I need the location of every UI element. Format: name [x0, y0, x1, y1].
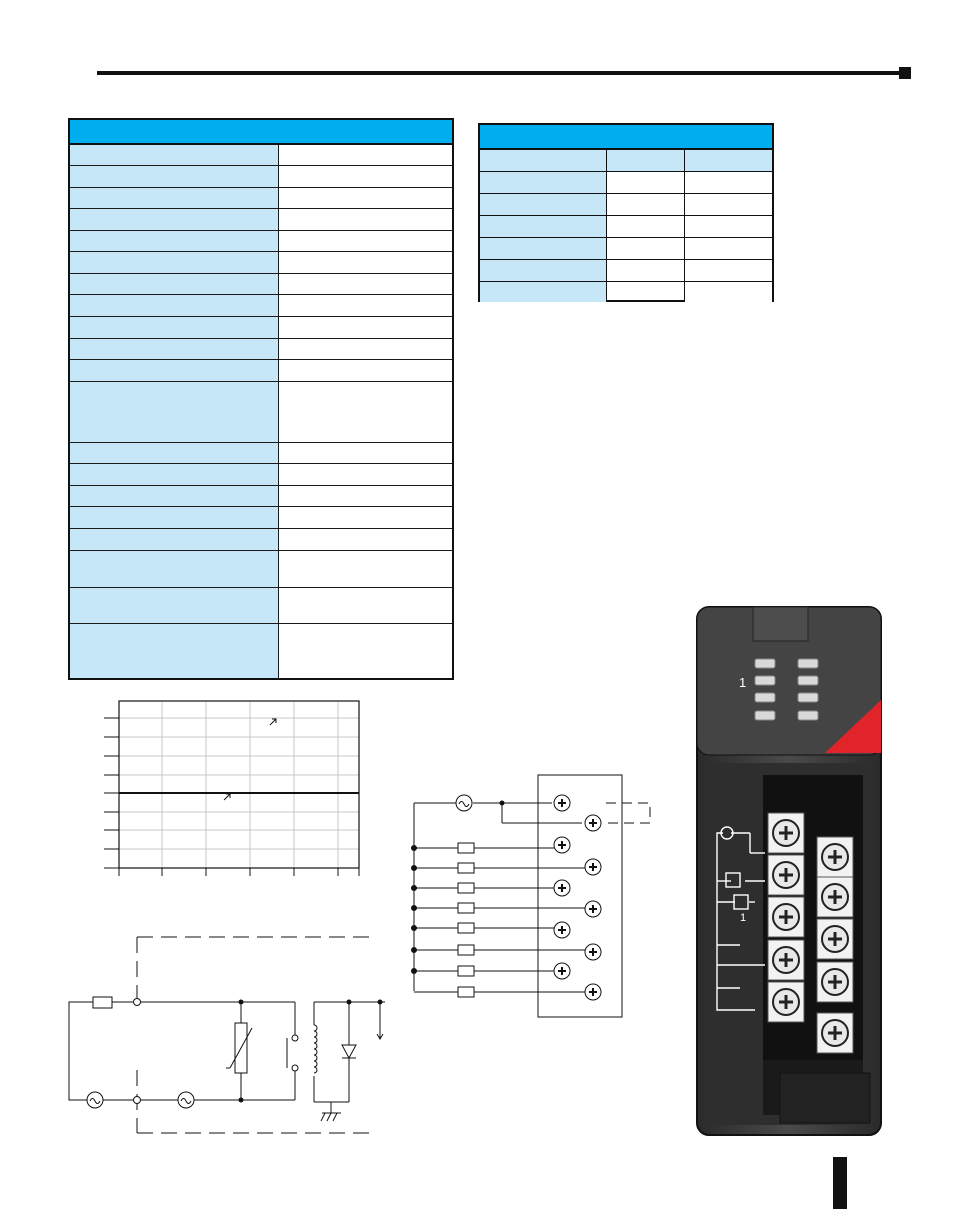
- spec-row: [70, 166, 452, 188]
- page-tab-marker: [833, 1157, 847, 1209]
- varistor-icon: [226, 1023, 252, 1073]
- screw-terminal-icon: [554, 837, 570, 853]
- wiring-row: [480, 216, 772, 238]
- status-label: 1: [739, 675, 747, 690]
- screw-terminal-icon: [585, 859, 601, 875]
- spec-row: [70, 443, 452, 464]
- fuse-icon: [458, 883, 474, 893]
- spec-row: [70, 188, 452, 209]
- screw-terminal-icon: [554, 963, 570, 979]
- spec-row: [70, 252, 452, 274]
- spec-row: [70, 295, 452, 317]
- spec-row: [70, 231, 452, 252]
- fuse-icon: [93, 997, 112, 1008]
- spec-row: [70, 360, 452, 382]
- relay-coil: [314, 1025, 317, 1073]
- screw-terminal-icon: [554, 922, 570, 938]
- specification-table: [68, 118, 454, 680]
- screw-terminal-icon: [585, 944, 601, 960]
- fuse-icon: [458, 843, 474, 853]
- terminal-label: 1: [740, 912, 747, 924]
- spec-row: [70, 382, 452, 443]
- derating-chart: [90, 695, 380, 885]
- wiring-row: [480, 238, 772, 260]
- fuse-icon: [458, 966, 474, 976]
- wiring-row: [480, 194, 772, 216]
- spec-table-header: [70, 120, 452, 145]
- screw-terminal-icon: [768, 897, 804, 937]
- spec-row: [70, 529, 452, 551]
- spec-row: [70, 507, 452, 529]
- fuse-icon: [458, 863, 474, 873]
- screw-terminal-icon: [768, 940, 804, 980]
- screw-terminal-icon: [554, 880, 570, 896]
- spec-row: [70, 624, 452, 678]
- screw-terminal-icon: [585, 815, 601, 831]
- wiring-row: [480, 282, 772, 302]
- terminal-wiring-table: [478, 123, 774, 302]
- screw-terminal-icon: [817, 837, 853, 877]
- wiring-table-column-headers: [480, 150, 772, 172]
- screw-terminal-icon: [817, 1013, 853, 1053]
- diode-icon: [342, 1045, 356, 1058]
- field-wiring-diagram: [410, 775, 655, 1020]
- screw-terminal-icon: [554, 795, 570, 811]
- screw-terminal-icon: [768, 813, 804, 853]
- spec-row: [70, 588, 452, 624]
- fuse-icon: [458, 945, 474, 955]
- fuse-icon: [458, 903, 474, 913]
- spec-row: [70, 551, 452, 588]
- ground-icon: [321, 1113, 341, 1121]
- spec-row: [70, 339, 452, 360]
- header-square-marker: [899, 67, 911, 79]
- screw-terminal-icon: [585, 901, 601, 917]
- output-circuit-diagram: [60, 930, 385, 1140]
- terminal-module: [695, 605, 883, 1138]
- screw-terminal-icon: [817, 962, 853, 1002]
- fuse-icon: [458, 987, 474, 997]
- wiring-row: [480, 172, 772, 194]
- screw-terminal-icon: [817, 877, 853, 917]
- screw-terminal-icon: [768, 982, 804, 1022]
- spec-row: [70, 209, 452, 231]
- header-rule: [97, 71, 903, 75]
- spec-row: [70, 145, 452, 166]
- wiring-row: [480, 260, 772, 282]
- spec-row: [70, 464, 452, 486]
- screw-terminal-icon: [585, 984, 601, 1000]
- screw-terminal-icon: [817, 919, 853, 959]
- spec-row: [70, 317, 452, 339]
- spec-row: [70, 486, 452, 507]
- fuse-icon: [458, 923, 474, 933]
- wiring-table-header: [480, 125, 772, 150]
- spec-row: [70, 274, 452, 295]
- screw-terminal-icon: [768, 855, 804, 895]
